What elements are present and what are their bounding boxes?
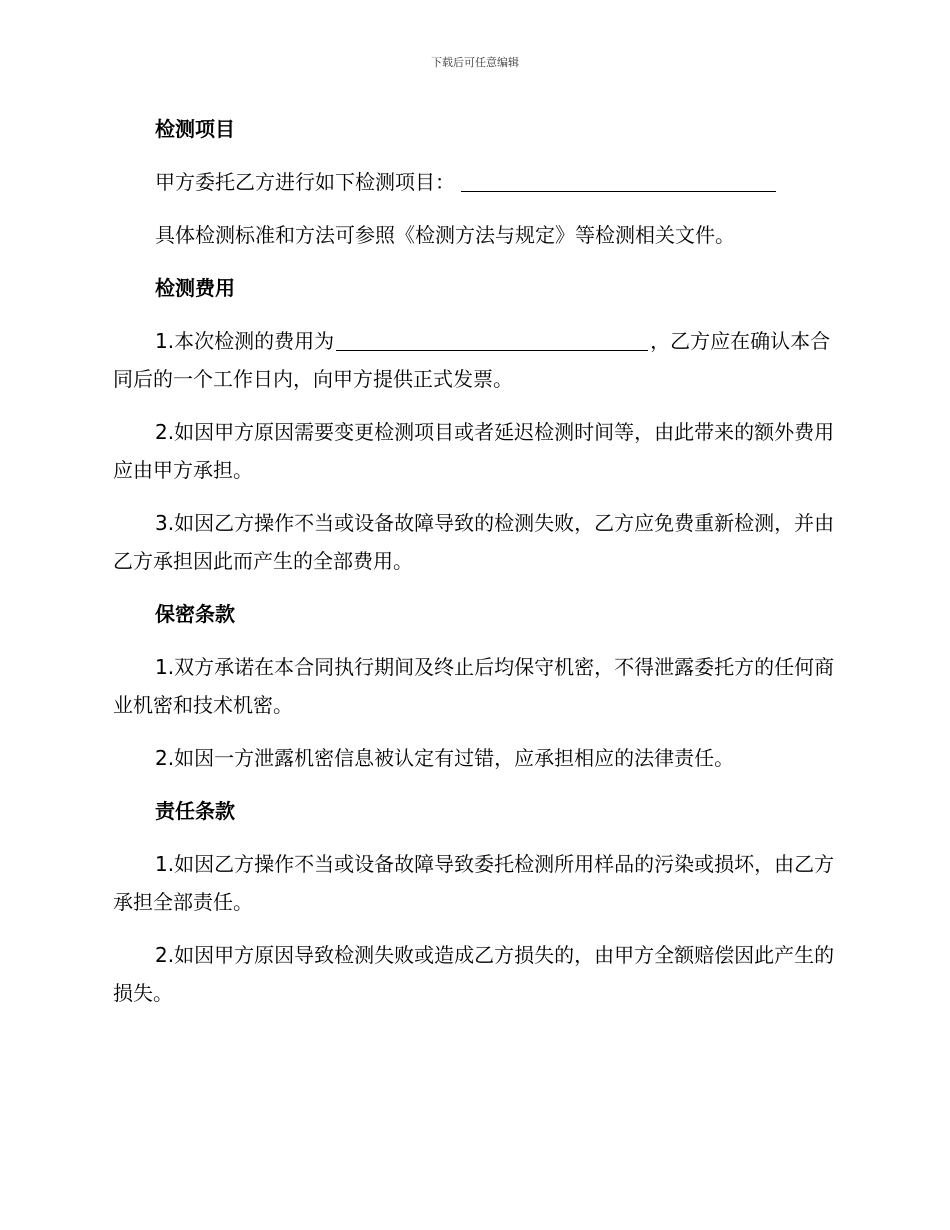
- paragraph-fees-2: 2.如因甲方原因需要变更检测项目或者延迟检测时间等，由此带来的额外费用应由甲方承担。: [113, 420, 835, 482]
- paragraph-confidentiality-1: 1.双方承诺在本合同执行期间及终止后均保守机密，不得泄露委托方的任何商业机密和技术机密。: [113, 655, 835, 717]
- fees-invoice-text: ，乙方应在确认本合同后的一个工作日内，向甲方提供正式发票。: [113, 329, 831, 391]
- document-body: [113, 110, 838, 1027]
- section-heading-confidentiality: 保密条款: [155, 602, 235, 626]
- paragraph-liability-1: 1.如因乙方操作不当或设备故障导致委托检测所用样品的污染或损坏，由乙方承担全部责任。: [113, 852, 835, 914]
- paragraph-fees-1: [113, 322, 838, 398]
- fees-amount-blank: [336, 328, 648, 351]
- paragraph-fees-3: 3.如因乙方操作不当或设备故障导致的检测失败，乙方应免费重新检测，并由乙方承担因此而产生的全部费用。: [113, 511, 835, 573]
- project-items-blank: [461, 169, 776, 192]
- paragraph-confidentiality-2: 2.如因一方泄露机密信息被认定有过错，应承担相应的法律责任。: [155, 746, 735, 770]
- section-heading-liability: 责任条款: [155, 799, 235, 823]
- fees-amount-label: 1.本次检测的费用为: [155, 329, 335, 353]
- section-heading-fees: 检测费用: [155, 276, 235, 300]
- paragraph-project-items: [113, 163, 838, 201]
- project-items-label: 甲方委托乙方进行如下检测项目：: [155, 170, 455, 194]
- paragraph-project-standard: 具体检测标准和方法可参照《检测方法与规定》等检测相关文件。: [155, 223, 735, 247]
- paragraph-liability-2: 2.如因甲方原因导致检测失败或造成乙方损失的，由甲方全额赔偿因此产生的损失。: [113, 943, 835, 1005]
- section-heading-project: 检测项目: [155, 117, 235, 141]
- page-header-note: 下载后可任意编辑: [431, 56, 519, 69]
